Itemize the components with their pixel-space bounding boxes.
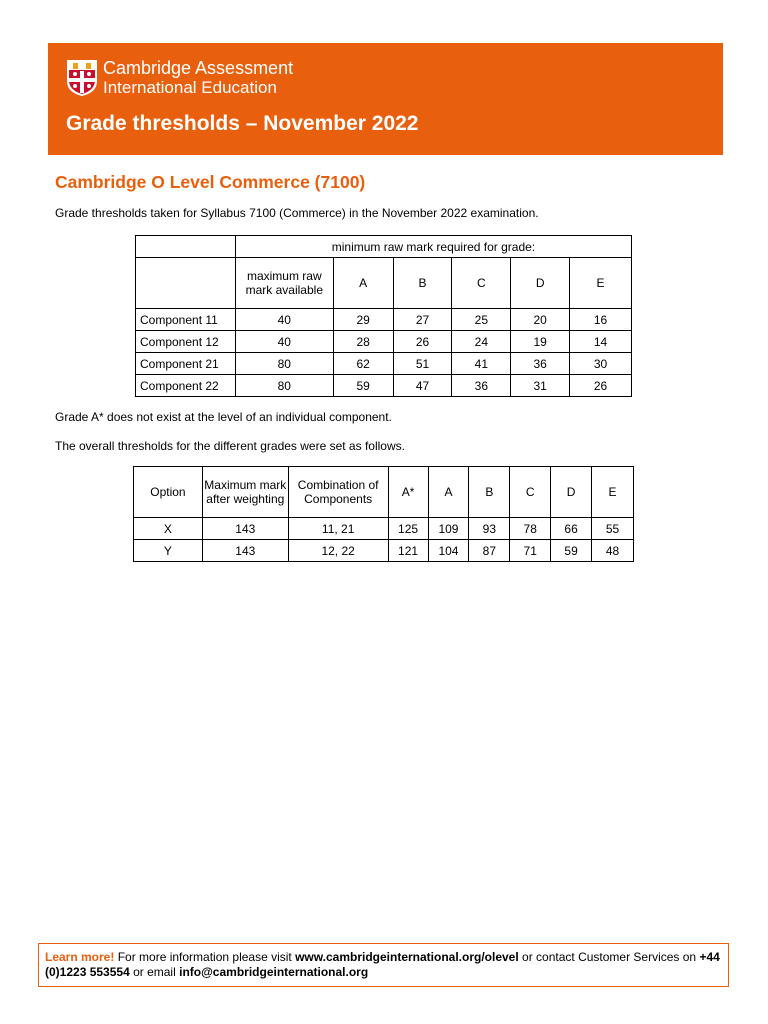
threshold-cell: 71 [510, 540, 551, 562]
component-label: Component 11 [136, 309, 236, 331]
threshold-cell: 19 [511, 331, 570, 353]
threshold-cell: 59 [551, 540, 592, 562]
threshold-cell: 14 [570, 331, 632, 353]
page-title: Grade thresholds – November 2022 [66, 112, 419, 135]
max-mark-header: maximum raw mark available [235, 258, 333, 309]
email-link[interactable]: info@cambridgeinternational.org [179, 965, 369, 979]
threshold-cell: 31 [511, 375, 570, 397]
grade-header: A [333, 258, 393, 309]
column-header: D [551, 467, 592, 518]
threshold-cell: 125 [388, 518, 428, 540]
column-header: A [428, 467, 469, 518]
threshold-cell: 28 [333, 331, 393, 353]
max-mark-cell: 143 [202, 518, 288, 540]
threshold-cell: 41 [452, 353, 511, 375]
threshold-cell: 24 [452, 331, 511, 353]
table-header-row [136, 258, 632, 309]
empty-cell [136, 236, 236, 258]
intro-text: Grade thresholds taken for Syllabus 7100 (Commerce) in the November 2022 examination. [55, 206, 539, 220]
option-cell: Y [134, 540, 203, 562]
threshold-cell: 26 [570, 375, 632, 397]
logo-line2: International Education [103, 78, 277, 97]
table-row [136, 375, 632, 397]
learn-more-label: Learn more! [45, 950, 115, 964]
threshold-cell: 16 [570, 309, 632, 331]
column-header: Option [134, 467, 203, 518]
threshold-cell: 26 [393, 331, 452, 353]
footer-text: or contact Customer Services on [518, 950, 700, 964]
footer-text: For more information please visit [114, 950, 296, 964]
table-row [134, 540, 634, 562]
table-row [136, 309, 632, 331]
column-header: A* [388, 467, 428, 518]
threshold-cell: 62 [333, 353, 393, 375]
column-header: C [510, 467, 551, 518]
threshold-cell: 47 [393, 375, 452, 397]
threshold-cell: 20 [511, 309, 570, 331]
footer-text: or email [129, 965, 180, 979]
empty-cell [136, 258, 236, 309]
column-header: B [469, 467, 510, 518]
component-label: Component 21 [136, 353, 236, 375]
column-header: E [592, 467, 634, 518]
threshold-cell: 48 [592, 540, 634, 562]
threshold-cell: 55 [592, 518, 634, 540]
table-row [134, 518, 634, 540]
max-mark-cell: 80 [235, 375, 333, 397]
threshold-cell: 51 [393, 353, 452, 375]
column-header: Maximum mark after weighting [202, 467, 288, 518]
threshold-cell: 59 [333, 375, 393, 397]
max-mark-cell: 143 [202, 540, 288, 562]
max-mark-cell: 40 [235, 309, 333, 331]
component-label: Component 22 [136, 375, 236, 397]
threshold-cell: 87 [469, 540, 510, 562]
logo-line1: Cambridge Assessment [103, 58, 294, 78]
max-mark-cell: 80 [235, 353, 333, 375]
threshold-cell: 36 [511, 353, 570, 375]
document-title: Cambridge O Level Commerce (7100) [55, 172, 366, 192]
table-header-row [136, 236, 632, 258]
table-row [136, 331, 632, 353]
threshold-cell: 104 [428, 540, 469, 562]
grade-header: B [393, 258, 452, 309]
grade-header: E [570, 258, 632, 309]
phone-number: +44 (0)1223 553554 [45, 950, 720, 979]
combination-cell: 11, 21 [288, 518, 388, 540]
component-label: Component 12 [136, 331, 236, 353]
overall-note: The overall thresholds for the different grades were set as follows. [55, 439, 405, 453]
threshold-cell: 36 [452, 375, 511, 397]
threshold-cell: 93 [469, 518, 510, 540]
grade-header: D [511, 258, 570, 309]
span-header: minimum raw mark required for grade: [235, 236, 631, 258]
threshold-cell: 78 [510, 518, 551, 540]
grade-header: C [452, 258, 511, 309]
combination-cell: 12, 22 [288, 540, 388, 562]
threshold-cell: 30 [570, 353, 632, 375]
threshold-cell: 29 [333, 309, 393, 331]
column-header: Combination of Components [288, 467, 388, 518]
overall-thresholds-table [133, 466, 634, 562]
component-thresholds-table [135, 235, 632, 397]
threshold-cell: 121 [388, 540, 428, 562]
footer-box [38, 943, 729, 987]
astar-note: Grade A* does not exist at the level of an individual component. [55, 410, 392, 424]
threshold-cell: 109 [428, 518, 469, 540]
max-mark-cell: 40 [235, 331, 333, 353]
cambridge-crest-icon [66, 59, 98, 97]
table-row [136, 353, 632, 375]
threshold-cell: 25 [452, 309, 511, 331]
option-cell: X [134, 518, 203, 540]
threshold-cell: 66 [551, 518, 592, 540]
website-link[interactable]: www.cambridgeinternational.org/olevel [295, 950, 519, 964]
table-header-row [134, 467, 634, 518]
header-banner [48, 43, 723, 155]
threshold-cell: 27 [393, 309, 452, 331]
logo [66, 59, 293, 97]
